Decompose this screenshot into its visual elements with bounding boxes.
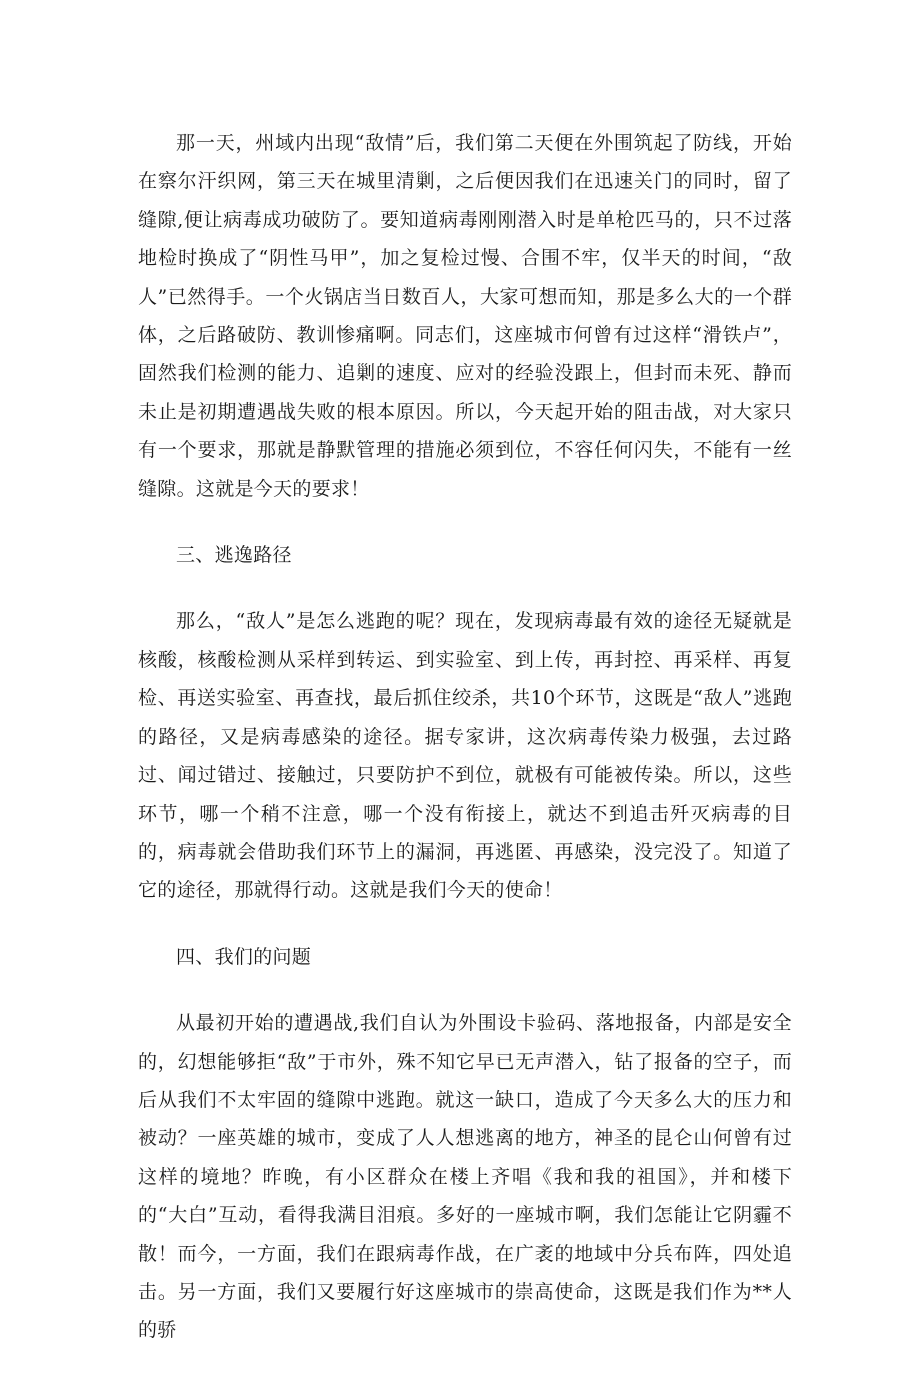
paragraph-escape-route: 那么，“敌人”是怎么逃跑的呢？现在，发现病毒最有效的途径无疑就是核酸，核酸检测从采样到转运、到实验室、到上传，再封控、再采样、再复检、再送实验室、再查找，最后抓住绞杀，共10个环节，这既是“敌人”逃跑的路径，又是病毒感染的途径。据专家讲，这次病毒传染力极强，去过路过、闻过错过、接触过，只要防护不到位，就极有可能被传染。所以，这些环节，哪一个稍不注意，哪一个没有衔接上，就达不到追击歼灭病毒的目的，病毒就会借助我们环节上的漏洞，再逃匿、再感染，没完没了。知道了它的途径，那就得行动。这就是我们今天的使命！: [138, 610, 792, 902]
paragraph-defense-breach: 那一天，州域内出现“敌情”后，我们第二天便在外围筑起了防线，开始在察尔汗织网，第三天在城里清剿，之后便因我们在迅速关门的同时，留了缝隙,便让病毒成功破防了。要知道病毒刚刚潜入时是单枪匹马的，只不过落地检时换成了“阴性马甲”，加之复检过慢、合围不牢，仅半天的时间，“敌人”已然得手。一个火锅店当日数百人，大家可想而知，那是多么大的一个群体，之后路破防、教训惨痛啊。同志们，这座城市何曾有过这样“滑铁卢”，固然我们检测的能力、追剿的速度、应对的经验没跟上，但封而未死、静而未止是初期遭遇战失败的根本原因。所以，今天起开始的阻击战，对大家只有一个要求，那就是静默管理的措施必须到位，不容任何闪失，不能有一丝缝隙。这就是今天的要求！: [138, 132, 792, 500]
document-body: [138, 124, 792, 1378]
section-heading-escape-path: 三、逃逸路径: [176, 544, 292, 567]
section-heading-our-problems: 四、我们的问题: [176, 945, 312, 968]
paragraph-our-problems: 从最初开始的遭遇战,我们自认为外围设卡验码、落地报备，内部是安全的，幻想能够拒“敌”于市外，殊不知它早已无声潜入，钻了报备的空子，而后从我们不太牢固的缝隙中逃跑。就这一缺口，造成了今天多么大的压力和被动？一座英雄的城市，变成了人人想逃离的地方，神圣的昆仑山何曾有过这样的境地？昨晚，有小区群众在楼上齐唱《我和我的祖国》，并和楼下的“大白”互动，看得我满目泪痕。多好的一座城市啊，我们怎能让它阴霾不散！而今，一方面，我们在跟病毒作战，在广袤的地域中分兵布阵，四处追击。另一方面，我们又要履行好这座城市的崇高使命，这既是我们作为**人的骄: [138, 1012, 792, 1342]
